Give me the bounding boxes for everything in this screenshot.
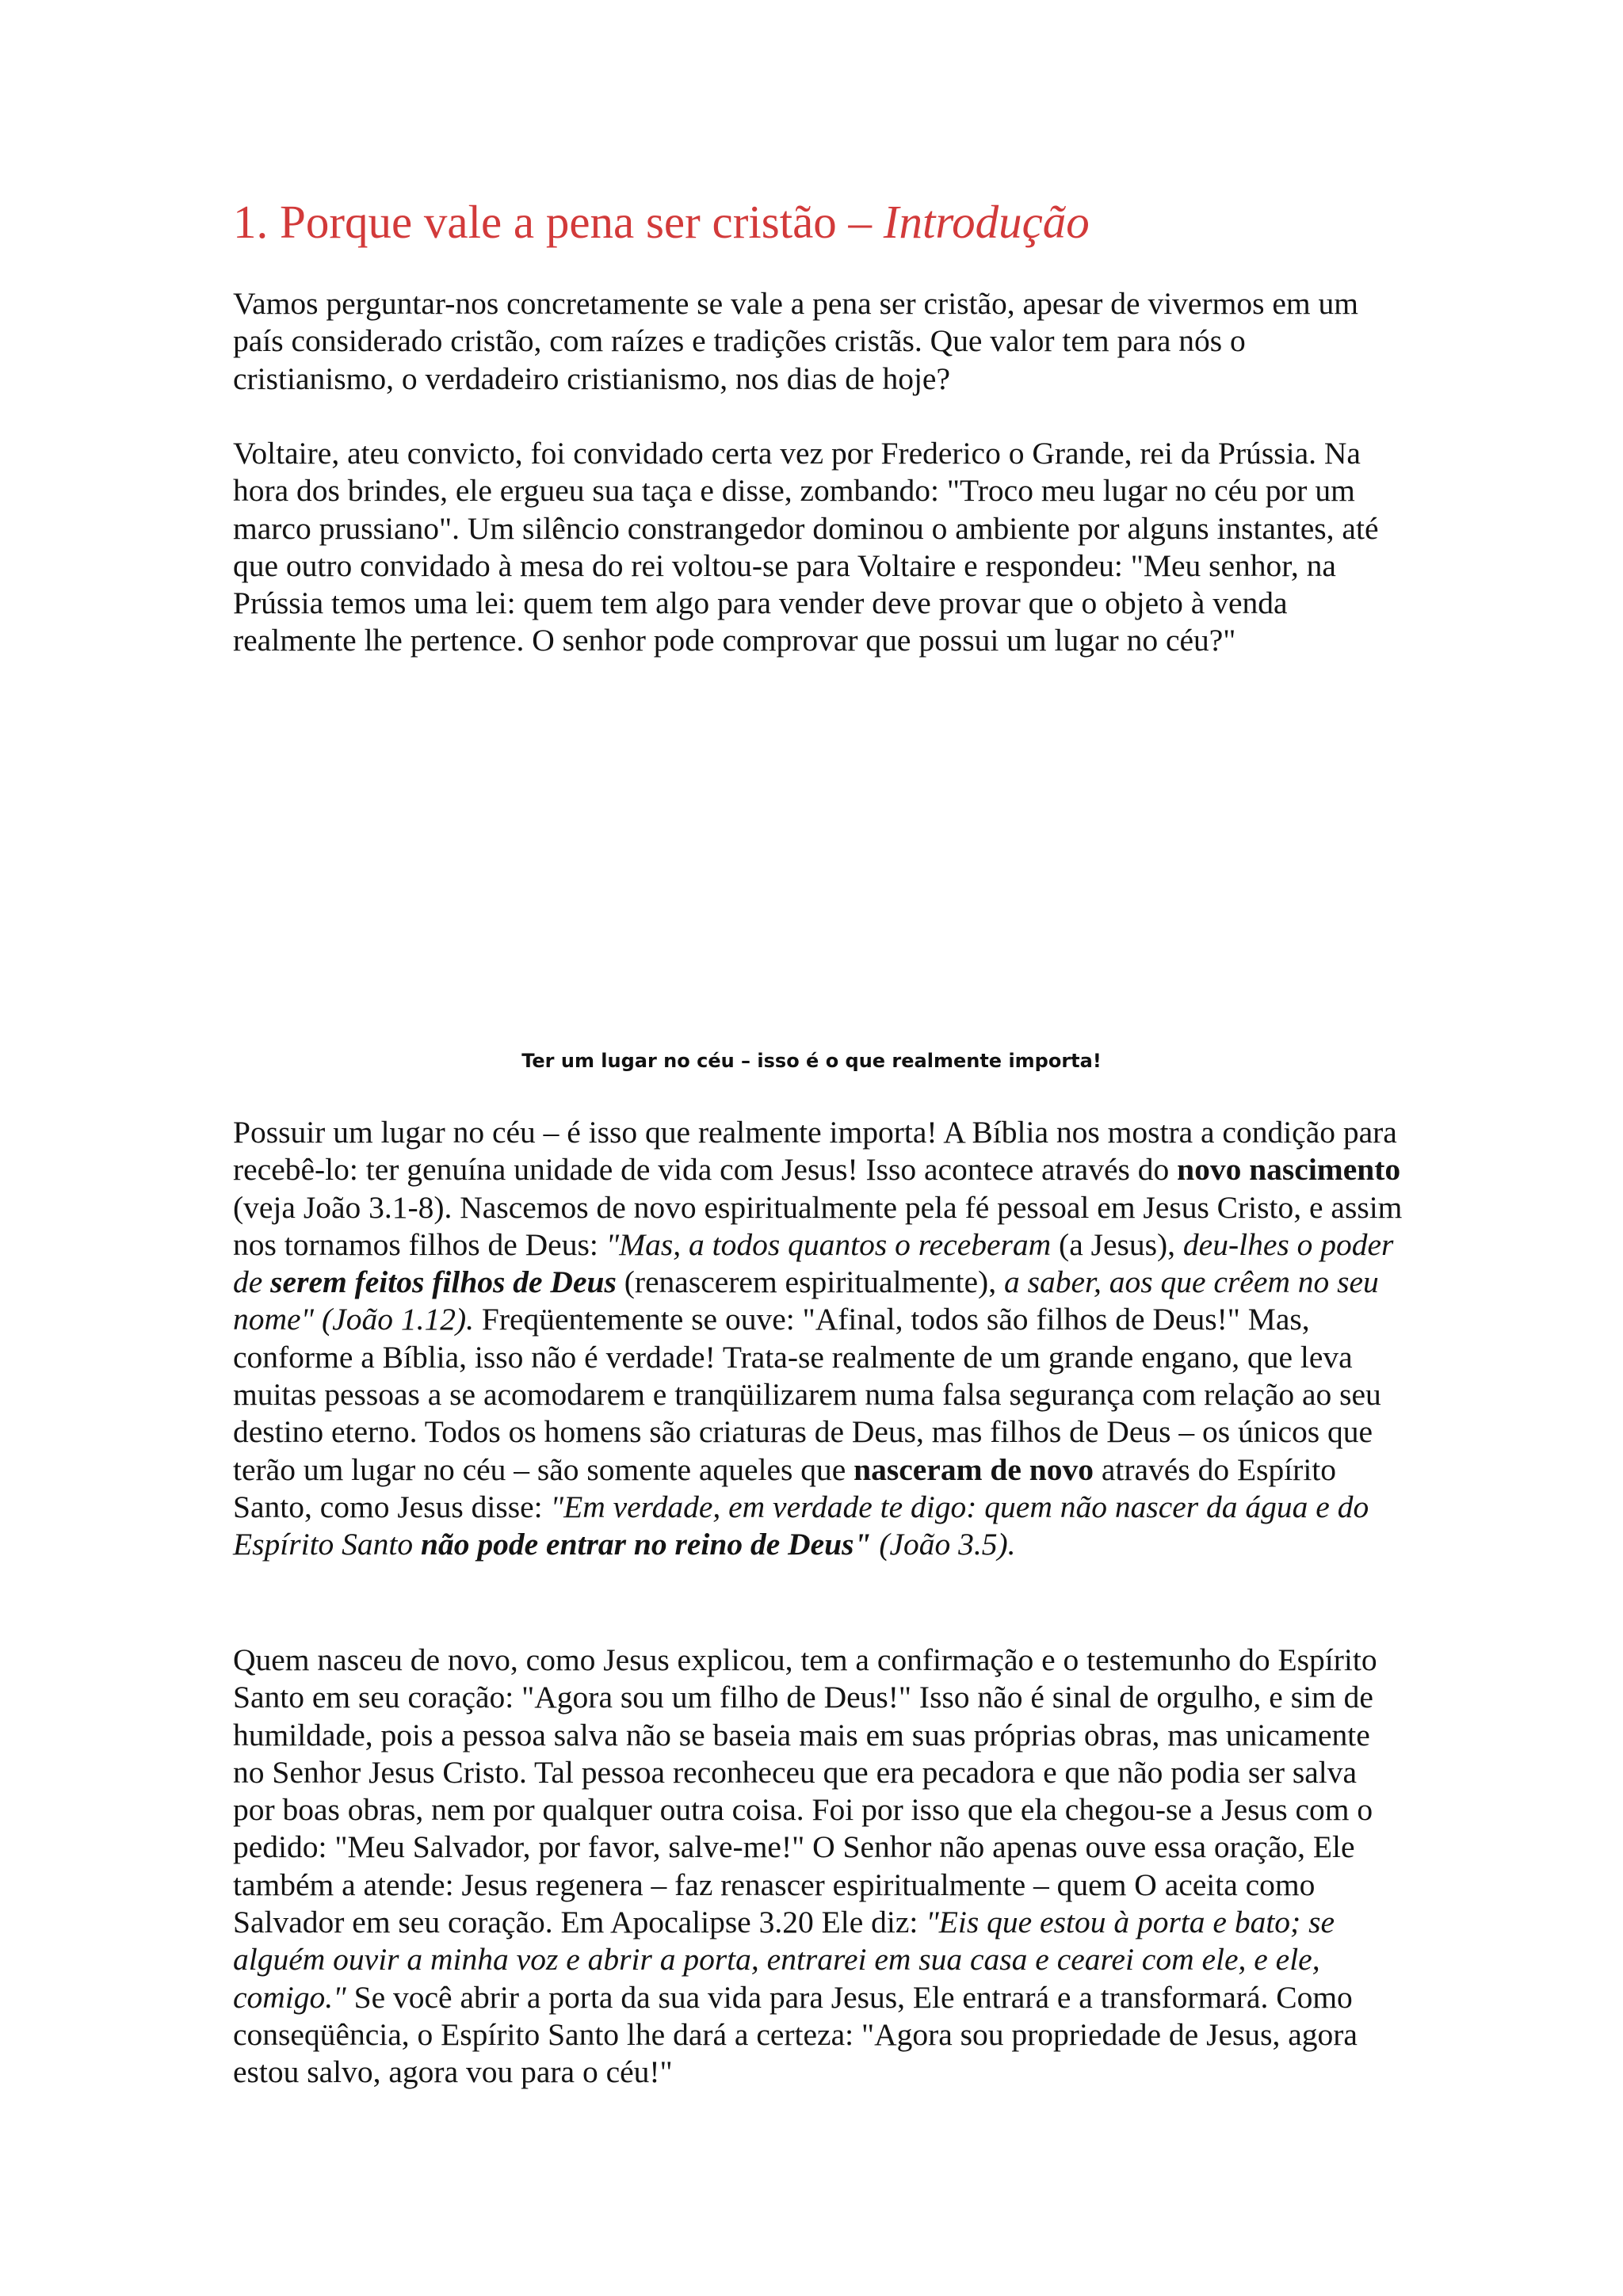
text-run: (veja João 3.1-8). Nascemos de novo espiritualmente pela fé pessoal em Jesus Cristo, e assim nos tornamos filhos de Deus: bbox=[233, 1189, 1403, 1262]
text-run: (renascerem espiritualmente), bbox=[616, 1264, 1004, 1300]
paragraph-testimony bbox=[233, 1642, 1406, 2092]
italic-quote-run: "Mas, a todos quantos o receberam bbox=[605, 1226, 1052, 1262]
italic-quote-run: deu-lhes o poder de bbox=[233, 1226, 1394, 1300]
paragraph-intro: Vamos perguntar-nos concretamente se vale a pena ser cristão, apesar de vivermos em um país considerado cristão, com raízes e tradições cristãs. Que valor tem para nós o cristianismo, o verdadeiro cristianismo, nos dias de hoje? bbox=[233, 286, 1358, 396]
page-title bbox=[233, 193, 1422, 250]
text-run: Freqüentemente se ouve: "Afinal, todos são filhos de Deus!" Mas, conforme a Bíblia, isso não é verdade! Trata-se realmente de um grande engano, que leva muitas pessoas a se acomodarem e tranqüilizarem numa falsa segurança com relação ao seu destino eterno. Todos os homens são criaturas de Deus, mas filhos de Deus – os únicos que terão um lugar no céu – são somente aqueles que bbox=[233, 1302, 1381, 1487]
bold-italic-text: não pode entrar no reino de Deus" bbox=[421, 1527, 872, 1562]
text-run: Quem nasceu de novo, como Jesus explicou, tem a confirmação e o testemunho do Espírito Santo em seu coração: "Agora sou um filho de Deus!" Isso não é sinal de orgulho, e sim de humildade, pois a pessoa salva não se baseia mais em suas próprias obras, mas unicamente no Senhor Jesus Cristo. Tal pessoa reconheceu que era pecadora e que não podia ser salva por boas obras, nem por qualquer outra coisa. Foi por isso que ela chegou-se a Jesus com o pedido: "Meu Salvador, por favor, salve-me!" O Senhor não apenas ouve essa oração, Ele também a atende: Jesus regenera – faz renascer espiritualmente – quem O aceita como Salvador em seu coração. Em Apocalipse 3.20 Ele diz: bbox=[233, 1642, 1377, 1940]
bold-text-run: novo nascimento bbox=[1177, 1152, 1401, 1188]
text-run: Possuir um lugar no céu – é isso que realmente importa! A Bíblia nos mostra a condição para recebê-lo: ter genuína unidade de vida com Jesus! Isso acontece através do bbox=[233, 1115, 1397, 1188]
italic-quote-run: (João 3.5). bbox=[871, 1527, 1016, 1562]
bold-italic-quote-run bbox=[270, 1264, 617, 1299]
title-text: 1. Porque vale a pena ser cristão – bbox=[233, 196, 884, 248]
paragraph-voltaire-anecdote: Voltaire, ateu convicto, foi convidado certa vez por Frederico o Grande, rei da Prússia. Na hora dos brindes, ele ergueu sua taça e disse, zombando: "Troco meu lugar no céu por um marco prussiano". Um silêncio constrangedor dominou o ambiente por alguns instantes, até que outro convidado à mesa do rei voltou-se para Voltaire e respondeu: "Meu senhor, na Prússia temos uma lei: quem tem algo para vender deve provar que o objeto à venda realmente lhe pertence. O senhor pode comprovar que possui um lugar no céu?" bbox=[233, 436, 1379, 658]
italic-quote-run: a saber, aos que crêem no seu nome" (João 1.12). bbox=[233, 1264, 1379, 1337]
italic-quote-run: "Em verdade, em verdade te digo: quem não nascer da água e do Espírito Santo bbox=[233, 1489, 1369, 1562]
paragraph-new-birth bbox=[233, 1114, 1406, 1564]
title-italic-text: Introdução bbox=[883, 196, 1090, 248]
bold-italic-text: serem feitos filhos de Deus bbox=[270, 1264, 617, 1300]
italic-quote-run: "Eis que estou à porta e bato; se alguém ouvir a minha voz e abrir a porta, entrarei em sua casa e cearei com ele, e ele, comigo." bbox=[233, 1905, 1335, 2015]
bold-text-run: nasceram de novo bbox=[854, 1451, 1094, 1487]
image-caption: Ter um lugar no céu – isso é o que realmente importa! bbox=[521, 1050, 1102, 1072]
text-run: Se você abrir a porta da sua vida para Jesus, Ele entrará e a transformará. Como conseqüência, o Espírito Santo lhe dará a certeza: "Agora sou propriedade de Jesus, agora estou salvo, agora vou para o céu!" bbox=[233, 1979, 1358, 2090]
text-run: (a Jesus), bbox=[1051, 1226, 1183, 1262]
text-run: através do Espírito Santo, como Jesus disse: bbox=[233, 1451, 1337, 1524]
bold-italic-quote-run bbox=[421, 1527, 871, 1562]
